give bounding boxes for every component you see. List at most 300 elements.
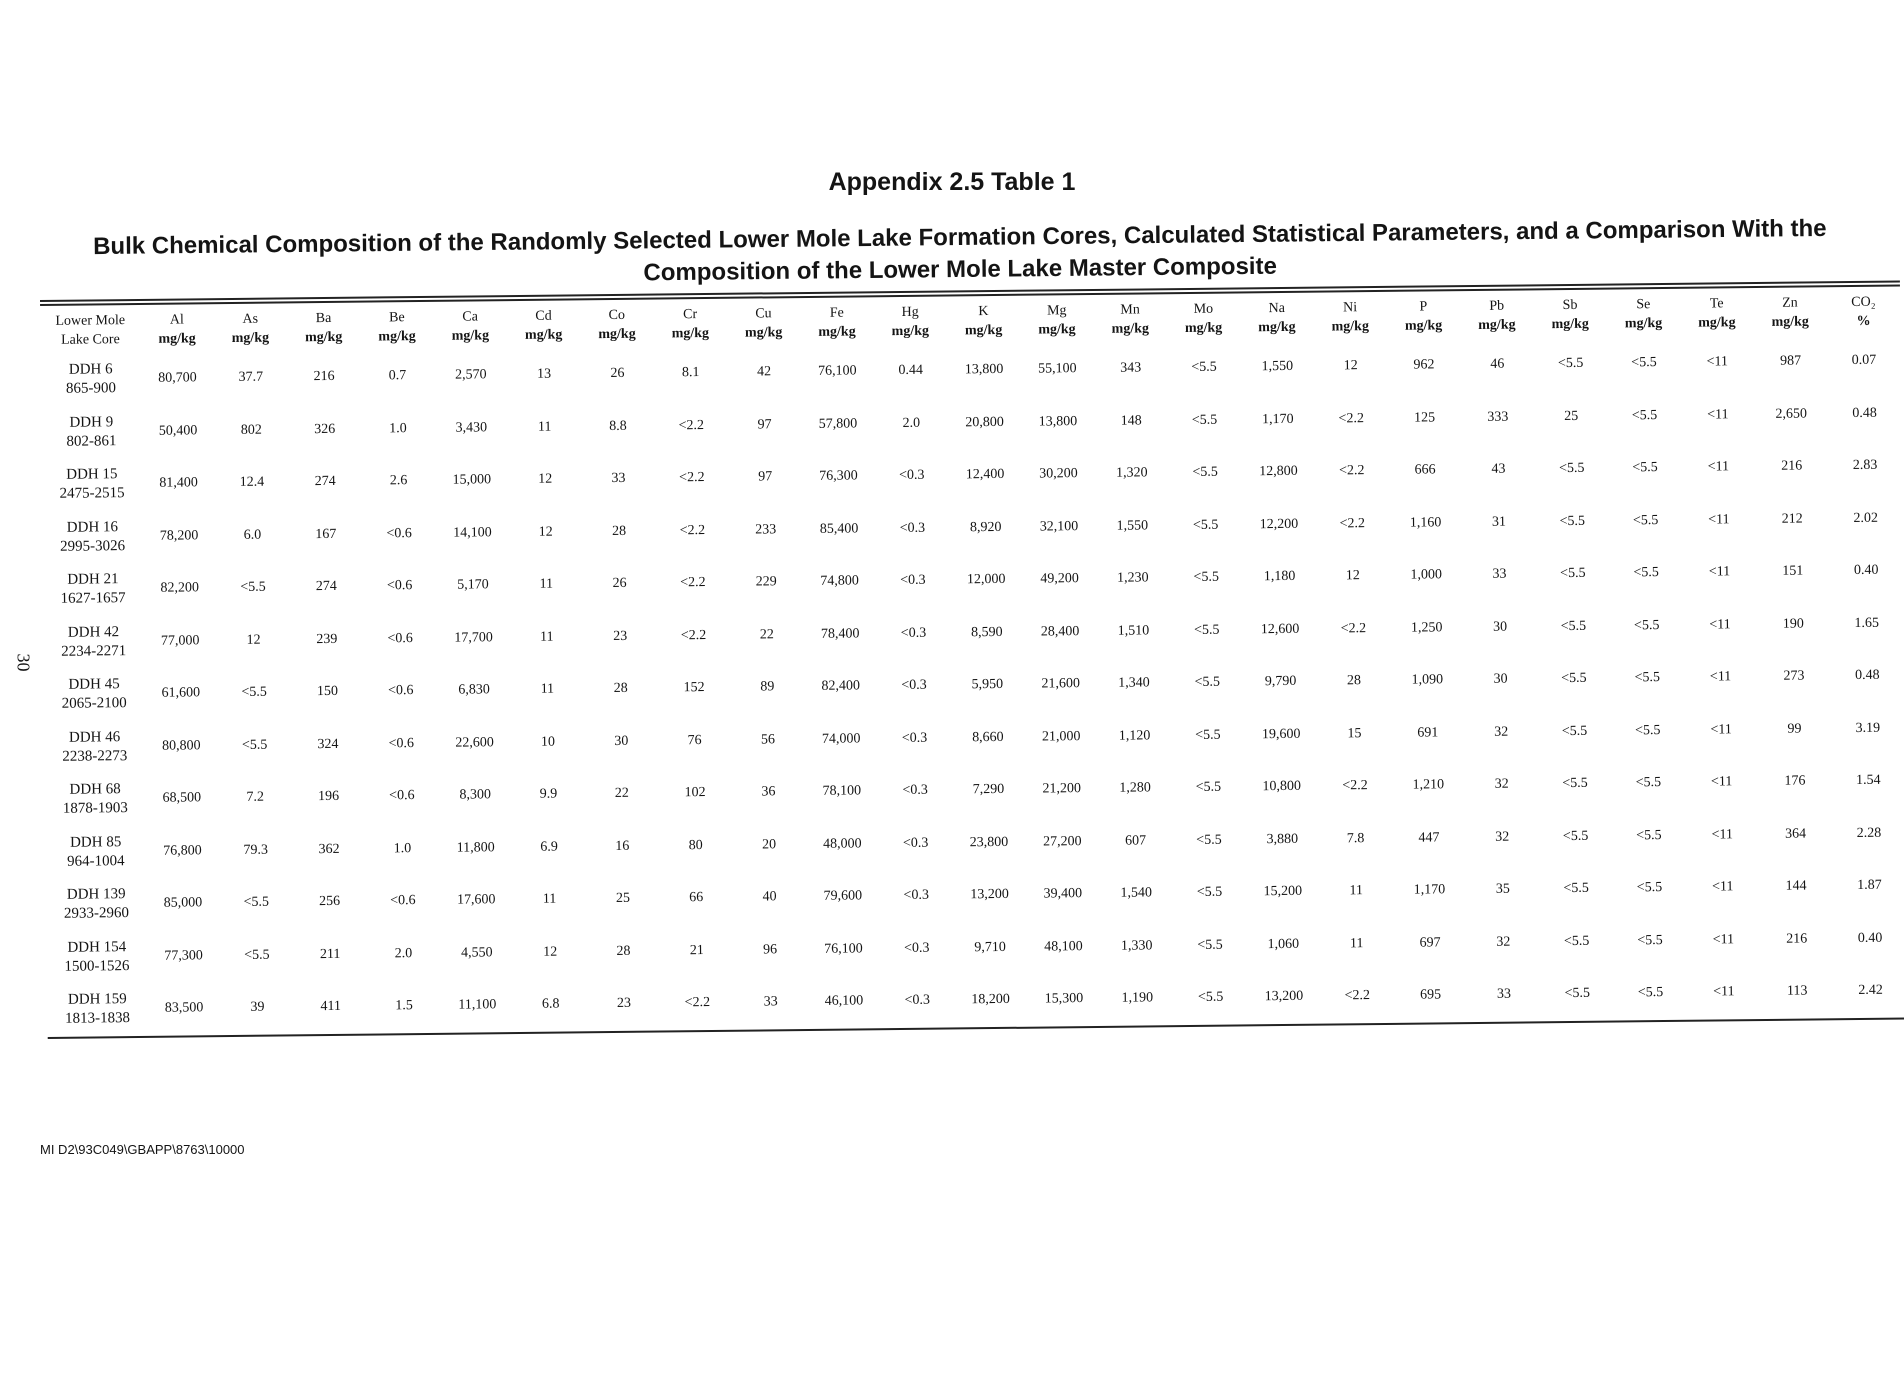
core-interval: 1878-1903 — [62, 800, 128, 818]
value-cell: 7.2 — [246, 789, 265, 806]
value-cell: 11,800 — [456, 840, 495, 856]
value-cell: 802 — [240, 422, 262, 438]
value-cell: 77,000 — [160, 633, 200, 649]
value-cell: <5.5 — [1560, 618, 1587, 634]
value-cell: 32 — [1494, 776, 1509, 793]
value-cell: <5.5 — [1196, 832, 1222, 848]
core-cell — [41, 405, 142, 459]
value-cell: 12 — [1345, 568, 1360, 584]
value-cell: 447 — [1418, 830, 1440, 846]
value-cell: <0.3 — [902, 782, 928, 799]
value-cell: <2.2 — [1340, 620, 1367, 637]
header-co — [580, 300, 654, 349]
value-cell: 326 — [314, 421, 336, 437]
value-cell: <11 — [1707, 407, 1729, 423]
value-cell: 1,160 — [1409, 515, 1442, 531]
value-cell: 1.5 — [395, 998, 413, 1014]
core-cell — [47, 983, 148, 1037]
value-cell: <11 — [1709, 669, 1732, 685]
value-cell: <5.5 — [1635, 722, 1661, 739]
value-cell: 12,200 — [1259, 516, 1299, 532]
value-cell: 37.7 — [238, 369, 264, 386]
value-cell: 0.48 — [1852, 405, 1877, 421]
value-cell: 1,090 — [1411, 672, 1444, 688]
value-cell: 0.40 — [1853, 563, 1879, 579]
value-cell: 1.54 — [1856, 773, 1881, 789]
value-cell: <5.5 — [1632, 512, 1659, 529]
value-cell: 30 — [614, 733, 629, 749]
value-cell: 11 — [542, 891, 557, 908]
value-cell: 82,200 — [160, 580, 200, 597]
value-cell: <0.6 — [387, 683, 414, 699]
value-cell: 5,170 — [457, 577, 489, 593]
value-cell: 20,800 — [965, 414, 1004, 431]
value-cell: <2.2 — [1344, 988, 1371, 1004]
value-cell: 1,210 — [1412, 777, 1445, 793]
value-cell: 33 — [1496, 986, 1511, 1003]
value-cell: 0.07 — [1851, 353, 1877, 369]
composition-table — [40, 281, 1904, 1039]
value-cell: 987 — [1780, 353, 1802, 370]
header-fe — [800, 297, 874, 346]
value-cell: 1,060 — [1267, 936, 1300, 952]
header-sb — [1533, 290, 1607, 339]
header-mg — [1020, 295, 1094, 344]
value-cell: 14,100 — [453, 525, 492, 541]
core-id: DDH 16 — [66, 518, 119, 536]
value-cell: 81,400 — [159, 475, 198, 492]
value-cell: <5.5 — [1196, 884, 1223, 901]
value-cell: 13,800 — [964, 362, 1004, 378]
value-cell: 9,710 — [974, 939, 1006, 956]
value-cell: 35 — [1495, 881, 1510, 898]
value-cell: <5.5 — [241, 737, 268, 753]
value-cell: 1.65 — [1854, 615, 1880, 631]
value-cell: 216 — [1781, 458, 1803, 475]
value-cell: 30,200 — [1039, 466, 1078, 482]
core-interval: 802-861 — [66, 432, 117, 450]
header-unit: mg/kg — [598, 326, 636, 343]
value-cell: 20 — [761, 837, 777, 853]
value-cell: 6.9 — [540, 839, 558, 855]
value-cell: 16 — [615, 838, 630, 854]
value-cell: 80,700 — [158, 370, 197, 387]
value-cell: 23 — [616, 996, 632, 1012]
value-cell: 12.4 — [239, 474, 265, 491]
core-interval: 865-900 — [65, 380, 117, 397]
header-co — [1827, 287, 1901, 336]
value-cell: <5.5 — [1631, 407, 1658, 424]
value-cell: 78,100 — [822, 783, 862, 800]
footer-code: MI D2\93C049\GBAPP\8763\10000 — [40, 1142, 245, 1157]
value-cell: 97 — [757, 417, 772, 433]
core-interval: 1500-1526 — [64, 957, 130, 975]
value-cell: 1,340 — [1118, 675, 1150, 691]
value-cell: 11 — [540, 629, 554, 645]
value-cell: <5.5 — [1558, 461, 1585, 477]
value-cell: <11 — [1710, 774, 1733, 790]
header-core — [40, 305, 140, 354]
header-element: Cu — [755, 306, 772, 322]
value-cell: 80,800 — [162, 738, 201, 754]
value-cell: 12,600 — [1260, 621, 1300, 637]
value-cell: 1.87 — [1857, 877, 1882, 894]
value-cell: 42 — [756, 364, 772, 380]
value-cell: <0.6 — [386, 578, 413, 594]
core-id: DDH 45 — [68, 676, 120, 693]
header-al — [140, 304, 214, 353]
value-cell: 12,000 — [966, 572, 1006, 588]
value-cell: 21 — [689, 942, 704, 958]
core-interval: 2995-3026 — [59, 537, 126, 555]
table-title-line-1: Bulk Chemical Composition of the Randomly Selected Lower Mole Lake Formation Cores, Calculated Statistical Parameters, and a Comparison With the — [92, 214, 1827, 261]
header-cu — [727, 298, 801, 347]
header-element: Fe — [829, 305, 844, 321]
value-cell: 11 — [1349, 883, 1363, 899]
header-unit: mg/kg — [744, 325, 783, 341]
value-cell: <11 — [1709, 617, 1731, 633]
value-cell: 40 — [762, 889, 777, 905]
header-element: Na — [1268, 300, 1285, 317]
value-cell: 196 — [317, 789, 340, 805]
value-cell: <2.2 — [1338, 463, 1365, 479]
value-cell: 26 — [610, 366, 625, 382]
value-cell: 49,200 — [1040, 571, 1079, 587]
value-cell: 6,830 — [458, 682, 490, 698]
value-cell: <5.5 — [1195, 779, 1222, 796]
value-cell: 50,400 — [158, 423, 198, 439]
core-cell — [43, 563, 144, 617]
value-cell: 18,200 — [971, 992, 1010, 1008]
value-cell: 48,100 — [1044, 938, 1083, 955]
value-cell: <5.5 — [1191, 359, 1217, 376]
value-cell: 12 — [538, 471, 553, 488]
value-cell: <11 — [1707, 459, 1730, 475]
value-cell: <2.2 — [1339, 515, 1366, 532]
value-cell: 21,000 — [1041, 728, 1081, 745]
value-cell: 8,590 — [970, 624, 1003, 641]
value-cell: <5.5 — [1632, 460, 1658, 476]
value-cell: 22 — [759, 627, 774, 643]
header-unit: mg/kg — [304, 329, 343, 346]
value-cell: 23 — [613, 628, 628, 644]
value-cell: 77,300 — [164, 948, 203, 964]
table-title-line-2: Composition of the Lower Mole Lake Master Composite — [643, 252, 1277, 287]
value-cell: <5.5 — [1637, 932, 1663, 949]
value-cell: 12 — [538, 524, 553, 540]
value-cell: <5.5 — [1560, 566, 1586, 582]
value-cell: <0.6 — [389, 788, 415, 804]
value-cell: 23,800 — [969, 834, 1009, 851]
value-cell: 2.83 — [1852, 458, 1878, 474]
value-cell: 8,300 — [459, 787, 492, 803]
value-cell: 28 — [616, 943, 631, 959]
value-cell: 695 — [1420, 987, 1442, 1003]
value-cell: 1,550 — [1261, 359, 1294, 375]
header-unit: mg/kg — [158, 331, 196, 347]
core-cell — [47, 930, 148, 984]
value-cell: <5.5 — [1197, 937, 1223, 953]
value-cell: 324 — [317, 736, 339, 752]
value-cell: 22 — [614, 786, 629, 802]
value-cell: <0.3 — [902, 835, 929, 851]
value-cell: 212 — [1781, 511, 1803, 527]
value-cell: 113 — [1786, 983, 1808, 999]
value-cell: 2.0 — [394, 945, 413, 962]
header-unit: mg/kg — [1478, 317, 1516, 333]
value-cell: 25 — [1564, 408, 1579, 424]
header-element: Ni — [1342, 300, 1358, 316]
header-element: Sb — [1562, 297, 1578, 314]
value-cell: <2.2 — [680, 627, 707, 644]
header-k — [947, 296, 1021, 345]
value-cell: 190 — [1782, 616, 1804, 632]
value-cell: 1,000 — [1410, 567, 1443, 583]
value-cell: 0.48 — [1854, 668, 1880, 684]
value-cell: 1.0 — [393, 840, 412, 857]
value-cell: 0.40 — [1857, 930, 1883, 946]
header-pb — [1460, 290, 1534, 339]
value-cell: <5.5 — [1636, 880, 1663, 896]
value-cell: 6.0 — [243, 527, 262, 543]
value-cell: 12,400 — [965, 467, 1005, 483]
value-cell: 962 — [1413, 357, 1435, 373]
value-cell: 12 — [1343, 358, 1358, 374]
value-cell: 11 — [539, 576, 554, 593]
value-cell: 30 — [1493, 671, 1508, 688]
value-cell: 19,600 — [1261, 726, 1301, 742]
value-cell: 21,200 — [1042, 781, 1082, 797]
value-cell: 12 — [543, 944, 558, 960]
value-cell: 66 — [689, 890, 704, 906]
value-cell: 11 — [537, 419, 552, 435]
core-id: DDH 46 — [68, 728, 121, 746]
data-table — [40, 287, 1904, 1037]
header-se — [1607, 289, 1681, 338]
value-cell: 33 — [611, 471, 626, 487]
value-cell: 28 — [613, 681, 628, 697]
value-cell: 7,290 — [972, 782, 1005, 798]
value-cell: <5.5 — [1194, 674, 1221, 691]
value-cell: 9,790 — [1264, 674, 1297, 690]
value-cell: 79,600 — [823, 888, 863, 905]
header-unit: mg/kg — [1184, 320, 1223, 337]
header-unit: mg/kg — [378, 329, 416, 345]
core-id: DDH 159 — [67, 991, 127, 1008]
value-cell: <0.6 — [388, 735, 415, 752]
value-cell: 27,200 — [1042, 833, 1082, 850]
header-unit: mg/kg — [671, 325, 710, 342]
value-cell: 5,950 — [971, 677, 1004, 693]
value-cell: 48,000 — [823, 836, 862, 852]
value-cell: 56 — [760, 732, 776, 748]
core-id: DDH 9 — [69, 413, 114, 431]
value-cell: 1,540 — [1120, 885, 1153, 901]
value-cell: 28 — [611, 523, 627, 539]
value-cell: 2.42 — [1858, 982, 1883, 999]
value-cell: <5.5 — [1197, 989, 1224, 1006]
value-cell: 13,200 — [970, 887, 1009, 903]
header-element: Ca — [462, 309, 479, 325]
header-element: Al — [169, 312, 184, 328]
value-cell: <11 — [1710, 722, 1732, 738]
value-cell: 148 — [1120, 413, 1142, 429]
value-cell: <11 — [1712, 879, 1734, 895]
value-cell: <0.3 — [901, 677, 927, 694]
value-cell: <0.3 — [903, 940, 930, 956]
value-cell: 150 — [316, 684, 339, 700]
value-cell: 229 — [755, 574, 777, 590]
value-cell: 233 — [755, 522, 777, 538]
header-mo — [1167, 293, 1241, 342]
header-element: Zn — [1782, 295, 1798, 311]
value-cell: 176 — [1784, 773, 1806, 790]
value-cell: 2,650 — [1775, 406, 1807, 422]
value-cell: 80 — [688, 837, 703, 853]
header-element: Cd — [535, 308, 552, 324]
value-cell: 1,550 — [1116, 518, 1149, 534]
header-element: P — [1419, 299, 1428, 315]
value-cell: 1,180 — [1263, 569, 1296, 585]
value-cell: 39,400 — [1043, 886, 1083, 902]
value-cell: 96 — [763, 942, 778, 958]
value-cell: <5.5 — [240, 579, 266, 596]
value-cell: 17,700 — [454, 630, 493, 646]
value-cell: 22,600 — [455, 735, 494, 751]
appendix-title: Appendix 2.5 Table 1 — [828, 168, 1076, 196]
value-cell: <5.5 — [243, 894, 270, 911]
value-cell: <5.5 — [1561, 671, 1587, 687]
value-cell: <2.2 — [680, 575, 706, 591]
value-cell: <5.5 — [1633, 617, 1660, 634]
header-unit: mg/kg — [1551, 316, 1589, 333]
value-cell: 31 — [1491, 514, 1507, 530]
value-cell: <2.2 — [1338, 410, 1365, 427]
value-cell: 1.0 — [389, 420, 407, 437]
value-cell: 89 — [760, 679, 775, 695]
value-cell: <5.5 — [1563, 881, 1589, 897]
core-id: DDH 15 — [66, 466, 118, 483]
value-cell: 0.44 — [898, 363, 924, 379]
header-p — [1387, 291, 1461, 340]
value-cell: 39 — [250, 999, 265, 1016]
header-element: Pb — [1489, 298, 1505, 314]
value-cell: 666 — [1414, 462, 1436, 478]
value-cell: <5.5 — [1636, 827, 1662, 844]
value-cell: <5.5 — [1564, 986, 1591, 1002]
core-id: DDH 68 — [69, 781, 121, 798]
header-unit: % — [1856, 313, 1871, 329]
header-element: Se — [1636, 297, 1651, 313]
header-te — [1680, 288, 1754, 337]
value-cell: 8,660 — [972, 729, 1004, 746]
core-id: DDH 139 — [66, 886, 126, 904]
header-na — [1240, 293, 1314, 342]
header-core-line: Lake Core — [60, 332, 120, 348]
value-cell: 78,400 — [820, 626, 860, 642]
value-cell: 239 — [316, 631, 338, 647]
value-cell: <2.2 — [1342, 778, 1368, 794]
value-cell: 411 — [320, 999, 342, 1015]
value-cell: 11 — [540, 681, 555, 698]
core-id: DDH 21 — [67, 571, 119, 588]
value-cell: 79.3 — [243, 842, 269, 858]
value-cell: 68,500 — [162, 790, 202, 806]
value-cell: 8,920 — [969, 519, 1002, 536]
value-cell: 1,250 — [1410, 620, 1443, 636]
value-cell: 57,800 — [818, 416, 858, 432]
header-unit: mg/kg — [1258, 319, 1296, 336]
value-cell: 17,600 — [456, 892, 496, 908]
value-cell: 2.6 — [389, 473, 408, 489]
value-cell: 7.8 — [1346, 830, 1365, 847]
value-cell: 28,400 — [1040, 623, 1080, 640]
value-cell: 15 — [1347, 725, 1362, 742]
value-cell: <11 — [1712, 932, 1735, 948]
header-unit: mg/kg — [1111, 321, 1150, 337]
value-cell: 76,100 — [818, 363, 857, 380]
value-cell: <5.5 — [1195, 727, 1221, 743]
value-cell: 152 — [683, 680, 705, 696]
core-cell — [43, 615, 144, 669]
core-cell — [42, 510, 143, 564]
value-cell: 15,000 — [452, 472, 492, 488]
core-id: DDH 85 — [69, 833, 122, 851]
value-cell: <5.5 — [1562, 776, 1588, 792]
value-cell: 76,800 — [163, 843, 202, 859]
value-cell: 15,200 — [1263, 884, 1303, 900]
value-cell: <0.3 — [899, 520, 926, 536]
value-cell: <0.6 — [390, 893, 416, 909]
header-element: Hg — [901, 304, 919, 320]
value-cell: 256 — [319, 894, 341, 910]
header-element: CO₂ — [1851, 294, 1876, 311]
value-cell: 97 — [758, 469, 773, 485]
value-cell: <2.2 — [679, 470, 705, 486]
value-cell: 144 — [1785, 878, 1807, 895]
value-cell: 607 — [1125, 833, 1147, 849]
value-cell: 85,400 — [819, 521, 859, 537]
value-cell: 3,430 — [455, 420, 488, 436]
value-cell: 76 — [687, 732, 702, 748]
core-interval: 2234-2271 — [61, 642, 127, 660]
core-interval: 964-1004 — [67, 852, 125, 870]
value-cell: <5.5 — [1635, 775, 1662, 791]
value-cell: 13,800 — [1038, 413, 1078, 430]
core-cell — [46, 878, 147, 932]
header-unit: mg/kg — [231, 330, 270, 346]
header-unit: mg/kg — [818, 324, 856, 340]
value-cell: 1,170 — [1413, 882, 1446, 898]
value-cell: 10,800 — [1262, 779, 1302, 795]
value-cell: 13 — [537, 366, 552, 383]
value-cell: <5.5 — [1561, 723, 1588, 739]
header-unit: mg/kg — [964, 322, 1003, 339]
core-cell — [41, 353, 142, 407]
value-cell: 216 — [1786, 931, 1808, 947]
value-cell: 8.1 — [681, 365, 700, 381]
value-cell: <5.5 — [1557, 356, 1584, 372]
value-cell: 74,000 — [821, 731, 861, 747]
value-cell: 102 — [684, 785, 706, 801]
header-element: Ba — [315, 310, 332, 327]
value-cell: <5.5 — [1193, 569, 1220, 586]
value-cell: 8.8 — [609, 418, 627, 434]
value-cell: 83,500 — [164, 1000, 204, 1016]
header-core-line: Lower Mole — [55, 313, 126, 329]
value-cell: 99 — [1787, 721, 1802, 737]
header-unit: mg/kg — [1624, 316, 1663, 332]
